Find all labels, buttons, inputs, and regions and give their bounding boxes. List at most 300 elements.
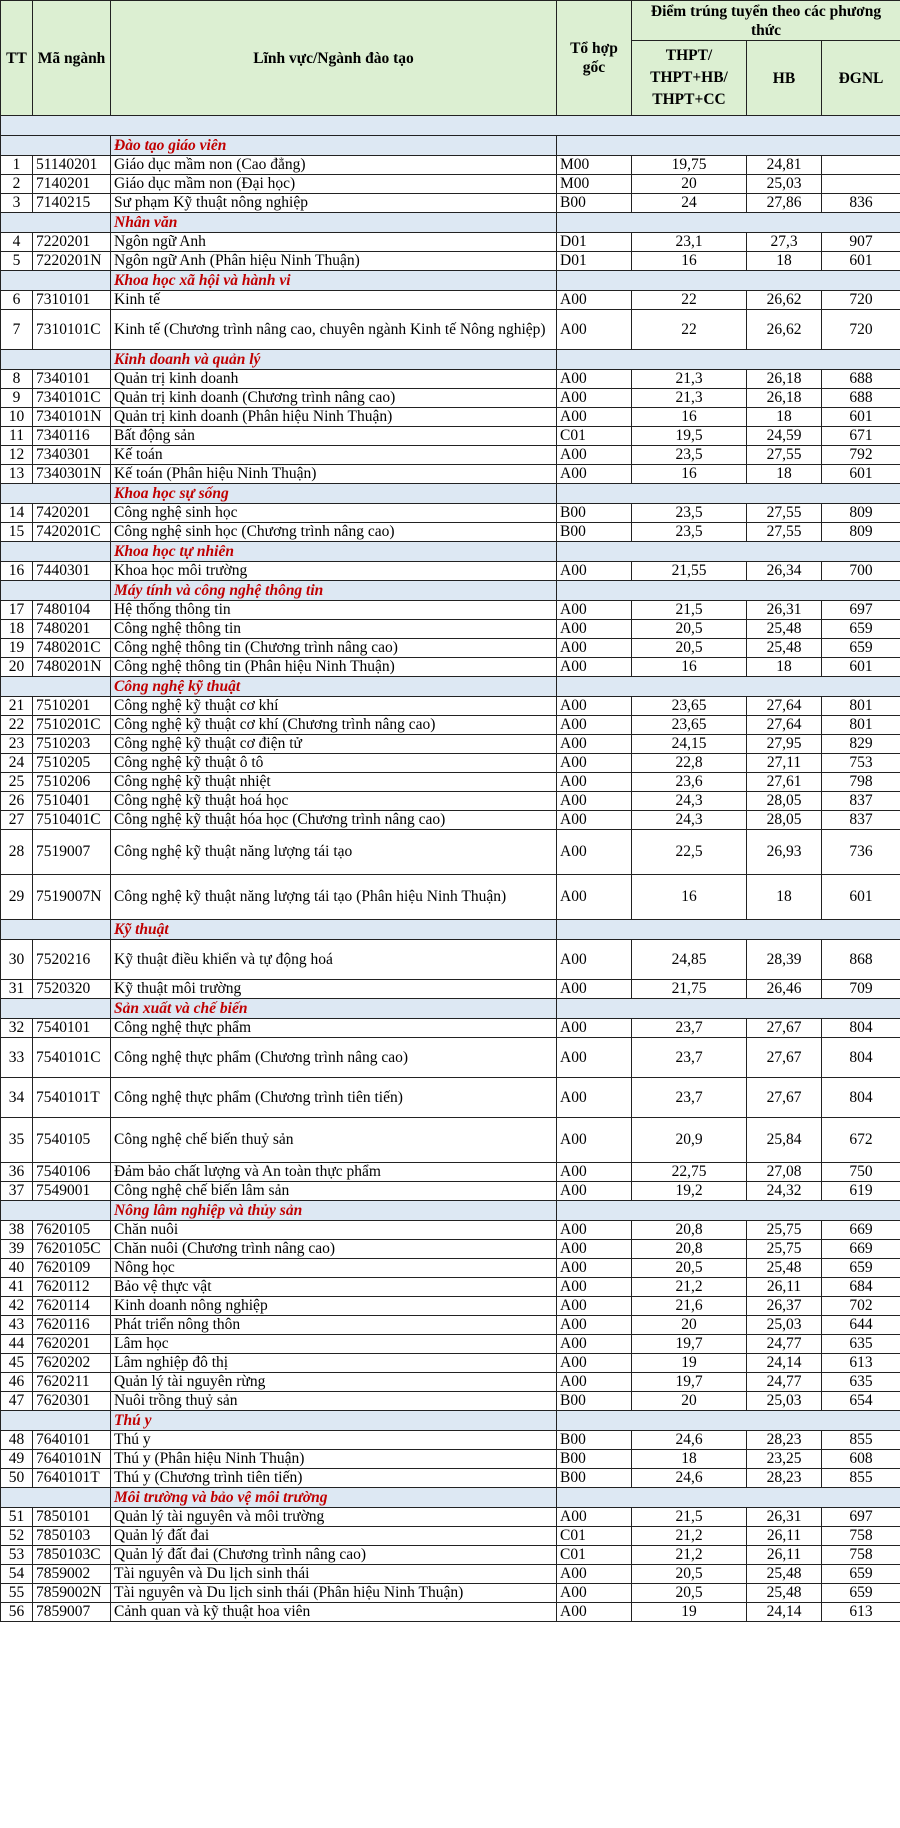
cell-thpt: 20,5 (632, 1259, 747, 1278)
cell-thpt: 24,6 (632, 1469, 747, 1488)
cell-hb: 28,05 (747, 792, 822, 811)
cell-dgnl: 855 (822, 1469, 900, 1488)
cell-name: Chăn nuôi (Chương trình nâng cao) (111, 1240, 557, 1259)
cell-combo: A00 (557, 830, 632, 875)
cell-hb: 27,67 (747, 1038, 822, 1078)
cell-name: Nông học (111, 1259, 557, 1278)
cell-code: 7620301 (33, 1392, 111, 1411)
table-row (1, 830, 900, 875)
table-row (1, 773, 900, 792)
cell-name: Giáo dục mầm non (Đại học) (111, 175, 557, 194)
table-row (1, 1584, 900, 1603)
cell-dgnl: 613 (822, 1354, 900, 1373)
cell-code: 7310101C (33, 310, 111, 350)
cell-tt: 19 (1, 639, 33, 658)
cell-combo: B00 (557, 504, 632, 523)
cell-dgnl: 601 (822, 252, 900, 271)
cell-code: 7510203 (33, 735, 111, 754)
cell-hb: 26,31 (747, 1508, 822, 1527)
cell-tt: 24 (1, 754, 33, 773)
cell-hb: 27,55 (747, 446, 822, 465)
category-title: Khoa học sự sống (111, 484, 557, 504)
category-row (1, 677, 900, 697)
cell-name: Công nghệ thực phẩm (Chương trình nâng cao) (111, 1038, 557, 1078)
cell-thpt: 23,5 (632, 523, 747, 542)
cell-thpt: 19,5 (632, 427, 747, 446)
cell-name: Công nghệ thông tin (111, 620, 557, 639)
cell-dgnl: 601 (822, 408, 900, 427)
cell-dgnl: 672 (822, 1118, 900, 1163)
cell-thpt: 20 (632, 1316, 747, 1335)
cell-name: Công nghệ kỹ thuật hóa học (Chương trình nâng cao) (111, 811, 557, 830)
category-title: Máy tính và công nghệ thông tin (111, 581, 557, 601)
table-row (1, 1163, 900, 1182)
cell-code: 7640101T (33, 1469, 111, 1488)
cell-tt: 8 (1, 370, 33, 389)
cell-dgnl: 635 (822, 1335, 900, 1354)
cell-code: 7310101 (33, 291, 111, 310)
cell-hb: 25,48 (747, 1584, 822, 1603)
cell-code: 7540101 (33, 1019, 111, 1038)
cell-hb: 26,62 (747, 291, 822, 310)
cell-tt: 36 (1, 1163, 33, 1182)
cell-dgnl: 601 (822, 875, 900, 920)
table-row (1, 1297, 900, 1316)
category-row (1, 213, 900, 233)
category-title: Khoa học xã hội và hành vi (111, 271, 557, 291)
cell-thpt: 23,7 (632, 1078, 747, 1118)
cell-combo: A00 (557, 658, 632, 677)
category-title: Khoa học tự nhiên (111, 542, 557, 562)
cell-tt: 3 (1, 194, 33, 213)
cell-thpt: 19,7 (632, 1373, 747, 1392)
cell-hb: 18 (747, 252, 822, 271)
cell-name: Giáo dục mầm non (Cao đẳng) (111, 156, 557, 175)
cell-dgnl: 720 (822, 291, 900, 310)
cell-code: 7540101T (33, 1078, 111, 1118)
cell-hb: 24,14 (747, 1354, 822, 1373)
cell-name: Lâm nghiệp đô thị (111, 1354, 557, 1373)
table-row (1, 1019, 900, 1038)
table-row (1, 1278, 900, 1297)
cell-dgnl: 801 (822, 697, 900, 716)
cell-thpt: 20 (632, 175, 747, 194)
cell-combo: A00 (557, 1297, 632, 1316)
cell-combo: B00 (557, 523, 632, 542)
header-ma-nganh: Mã ngành (33, 1, 111, 116)
cell-dgnl: 697 (822, 1508, 900, 1527)
cell-name: Kỹ thuật điều khiển và tự động hoá (111, 940, 557, 980)
category-row (1, 350, 900, 370)
cell-dgnl: 702 (822, 1297, 900, 1316)
cell-dgnl: 709 (822, 980, 900, 999)
cell-tt: 53 (1, 1546, 33, 1565)
cell-thpt: 20,8 (632, 1221, 747, 1240)
cell-thpt: 23,6 (632, 773, 747, 792)
cell-tt: 32 (1, 1019, 33, 1038)
cell-name: Công nghệ sinh học (111, 504, 557, 523)
cell-combo: B00 (557, 1450, 632, 1469)
cell-tt: 54 (1, 1565, 33, 1584)
cell-thpt: 20,5 (632, 1584, 747, 1603)
cell-dgnl: 750 (822, 1163, 900, 1182)
cell-name: Công nghệ thực phẩm (Chương trình tiên tiến) (111, 1078, 557, 1118)
cell-name: Kinh tế (111, 291, 557, 310)
cell-code: 7540101C (33, 1038, 111, 1078)
cell-hb: 18 (747, 465, 822, 484)
cell-hb: 27,67 (747, 1078, 822, 1118)
cell-code: 7640101 (33, 1431, 111, 1450)
cell-thpt: 23,7 (632, 1019, 747, 1038)
cell-name: Quản trị kinh doanh (Chương trình nâng cao) (111, 389, 557, 408)
cell-hb: 26,11 (747, 1278, 822, 1297)
cell-thpt: 16 (632, 252, 747, 271)
cell-code: 7340101 (33, 370, 111, 389)
table-row (1, 1431, 900, 1450)
cell-hb: 27,64 (747, 697, 822, 716)
table-row (1, 658, 900, 677)
cell-code: 7510401C (33, 811, 111, 830)
cell-tt: 22 (1, 716, 33, 735)
cell-thpt: 21,75 (632, 980, 747, 999)
cell-combo: A00 (557, 1019, 632, 1038)
table-row (1, 940, 900, 980)
table-row (1, 156, 900, 175)
table-row (1, 980, 900, 999)
cell-thpt: 22,75 (632, 1163, 747, 1182)
table-row (1, 523, 900, 542)
cell-dgnl: 619 (822, 1182, 900, 1201)
cell-code: 7540105 (33, 1118, 111, 1163)
cell-tt: 10 (1, 408, 33, 427)
cell-code: 7549001 (33, 1182, 111, 1201)
cell-tt: 21 (1, 697, 33, 716)
cell-code: 7340301 (33, 446, 111, 465)
cell-thpt: 20 (632, 1392, 747, 1411)
header-to-hop: Tổ hợp gốc (557, 1, 632, 116)
category-title: Môi trường và bảo vệ môi trường (111, 1488, 557, 1508)
cell-code: 7620201 (33, 1335, 111, 1354)
cell-thpt: 24,3 (632, 811, 747, 830)
table-row (1, 1565, 900, 1584)
cell-thpt: 20,8 (632, 1240, 747, 1259)
cell-tt: 12 (1, 446, 33, 465)
cell-tt: 46 (1, 1373, 33, 1392)
table-row (1, 1603, 900, 1622)
cell-combo: A00 (557, 980, 632, 999)
cell-thpt: 24,6 (632, 1431, 747, 1450)
cell-combo: D01 (557, 233, 632, 252)
cell-combo: A00 (557, 465, 632, 484)
cell-tt: 47 (1, 1392, 33, 1411)
cell-hb: 18 (747, 658, 822, 677)
cell-thpt: 19 (632, 1603, 747, 1622)
cell-combo: A00 (557, 1182, 632, 1201)
cell-thpt: 16 (632, 408, 747, 427)
cell-hb: 25,48 (747, 1259, 822, 1278)
cell-code: 7620202 (33, 1354, 111, 1373)
cell-dgnl: 659 (822, 1565, 900, 1584)
cell-dgnl: 804 (822, 1019, 900, 1038)
cell-tt: 29 (1, 875, 33, 920)
cell-name: Công nghệ thực phẩm (111, 1019, 557, 1038)
cell-tt: 11 (1, 427, 33, 446)
cell-tt: 25 (1, 773, 33, 792)
cell-tt: 2 (1, 175, 33, 194)
table-row (1, 252, 900, 271)
category-row (1, 484, 900, 504)
cell-thpt: 18 (632, 1450, 747, 1469)
cell-tt: 49 (1, 1450, 33, 1469)
cell-name: Công nghệ thông tin (Phân hiệu Ninh Thuận) (111, 658, 557, 677)
cell-name: Hệ thống thông tin (111, 601, 557, 620)
cell-tt: 7 (1, 310, 33, 350)
cell-code: 7620211 (33, 1373, 111, 1392)
cell-tt: 18 (1, 620, 33, 639)
cell-code: 7140215 (33, 194, 111, 213)
cell-code: 7440301 (33, 562, 111, 581)
cell-combo: A00 (557, 716, 632, 735)
table-row (1, 175, 900, 194)
cell-code: 7640101N (33, 1450, 111, 1469)
cell-name: Công nghệ kỹ thuật nhiệt (111, 773, 557, 792)
cell-tt: 51 (1, 1508, 33, 1527)
cell-combo: A00 (557, 1163, 632, 1182)
cell-combo: M00 (557, 156, 632, 175)
cell-thpt: 21,55 (632, 562, 747, 581)
cell-combo: A00 (557, 940, 632, 980)
cell-name: Kinh doanh nông nghiệp (111, 1297, 557, 1316)
category-row (1, 542, 900, 562)
cell-thpt: 20,5 (632, 639, 747, 658)
cell-dgnl: 836 (822, 194, 900, 213)
spacer-row (1, 116, 900, 136)
cell-thpt: 19,2 (632, 1182, 747, 1201)
cell-tt: 35 (1, 1118, 33, 1163)
table-row (1, 1118, 900, 1163)
cell-tt: 44 (1, 1335, 33, 1354)
cell-name: Công nghệ kỹ thuật hoá học (111, 792, 557, 811)
cell-tt: 13 (1, 465, 33, 484)
cell-combo: A00 (557, 408, 632, 427)
cell-name: Khoa học môi trường (111, 562, 557, 581)
cell-name: Kế toán (Phân hiệu Ninh Thuận) (111, 465, 557, 484)
cell-code: 7620105 (33, 1221, 111, 1240)
cell-name: Cảnh quan và kỹ thuật hoa viên (111, 1603, 557, 1622)
cell-hb: 28,05 (747, 811, 822, 830)
cell-tt: 56 (1, 1603, 33, 1622)
cell-tt: 45 (1, 1354, 33, 1373)
cell-thpt: 24,15 (632, 735, 747, 754)
cell-dgnl (822, 175, 900, 194)
cell-tt: 17 (1, 601, 33, 620)
cell-dgnl: 635 (822, 1373, 900, 1392)
cell-combo: A00 (557, 291, 632, 310)
category-title: Kỹ thuật (111, 920, 557, 940)
table-row (1, 875, 900, 920)
cell-hb: 27,08 (747, 1163, 822, 1182)
cell-code: 7540106 (33, 1163, 111, 1182)
cell-tt: 9 (1, 389, 33, 408)
table-row (1, 735, 900, 754)
cell-combo: A00 (557, 1240, 632, 1259)
cell-hb: 27,95 (747, 735, 822, 754)
cell-name: Công nghệ thông tin (Chương trình nâng cao) (111, 639, 557, 658)
cell-hb: 24,81 (747, 156, 822, 175)
cell-tt: 50 (1, 1469, 33, 1488)
category-title: Nhân văn (111, 213, 557, 233)
cell-hb: 24,77 (747, 1335, 822, 1354)
table-row (1, 754, 900, 773)
cell-name: Quản lý đất đai (111, 1527, 557, 1546)
cell-name: Ngôn ngữ Anh (Phân hiệu Ninh Thuận) (111, 252, 557, 271)
cell-combo: A00 (557, 1373, 632, 1392)
cell-dgnl: 684 (822, 1278, 900, 1297)
cell-dgnl: 608 (822, 1450, 900, 1469)
cell-code: 7510201C (33, 716, 111, 735)
cell-hb: 24,32 (747, 1182, 822, 1201)
cell-dgnl: 855 (822, 1431, 900, 1450)
cell-name: Công nghệ kỹ thuật cơ khí (Chương trình nâng cao) (111, 716, 557, 735)
cell-hb: 27,3 (747, 233, 822, 252)
cell-tt: 1 (1, 156, 33, 175)
cell-hb: 24,14 (747, 1603, 822, 1622)
cell-combo: B00 (557, 1431, 632, 1450)
cell-hb: 25,48 (747, 620, 822, 639)
cell-hb: 26,93 (747, 830, 822, 875)
header-hb: HB (747, 41, 822, 116)
category-title: Kinh doanh và quản lý (111, 350, 557, 370)
table-row (1, 446, 900, 465)
cell-hb: 28,39 (747, 940, 822, 980)
cell-dgnl: 671 (822, 427, 900, 446)
cell-dgnl: 654 (822, 1392, 900, 1411)
cell-thpt: 21,3 (632, 389, 747, 408)
cell-combo: A00 (557, 1584, 632, 1603)
header-tt: TT (1, 1, 33, 116)
cell-dgnl: 792 (822, 446, 900, 465)
cell-hb: 28,23 (747, 1469, 822, 1488)
cell-combo: A00 (557, 1335, 632, 1354)
category-row (1, 1201, 900, 1221)
cell-tt: 37 (1, 1182, 33, 1201)
cell-thpt: 24 (632, 194, 747, 213)
cell-combo: A00 (557, 1038, 632, 1078)
cell-dgnl: 688 (822, 389, 900, 408)
cell-dgnl: 659 (822, 639, 900, 658)
cell-name: Phát triển nông thôn (111, 1316, 557, 1335)
cell-tt: 16 (1, 562, 33, 581)
cell-hb: 27,61 (747, 773, 822, 792)
cell-hb: 25,03 (747, 1316, 822, 1335)
cell-tt: 42 (1, 1297, 33, 1316)
cell-hb: 18 (747, 875, 822, 920)
cell-name: Công nghệ chế biến thuỷ sản (111, 1118, 557, 1163)
cell-dgnl: 659 (822, 620, 900, 639)
cell-dgnl: 837 (822, 811, 900, 830)
cell-combo: A00 (557, 639, 632, 658)
cell-name: Nuôi trồng thuỷ sản (111, 1392, 557, 1411)
table-row (1, 697, 900, 716)
cell-name: Thú y (Phân hiệu Ninh Thuận) (111, 1450, 557, 1469)
header-dgnl: ĐGNL (822, 41, 900, 116)
cell-thpt: 21,5 (632, 601, 747, 620)
category-title: Sản xuất và chế biến (111, 999, 557, 1019)
cell-dgnl: 801 (822, 716, 900, 735)
cell-hb: 26,34 (747, 562, 822, 581)
category-row (1, 581, 900, 601)
table-row (1, 1373, 900, 1392)
table-row (1, 1469, 900, 1488)
cell-hb: 24,59 (747, 427, 822, 446)
cell-code: 7510401 (33, 792, 111, 811)
cell-thpt: 22 (632, 310, 747, 350)
cell-thpt: 19,7 (632, 1335, 747, 1354)
table-row (1, 291, 900, 310)
cell-combo: A00 (557, 446, 632, 465)
category-title: Đào tạo giáo viên (111, 136, 557, 156)
cell-tt: 43 (1, 1316, 33, 1335)
cell-dgnl: 736 (822, 830, 900, 875)
cell-thpt: 20,5 (632, 620, 747, 639)
cell-name: Quản trị kinh doanh (Phân hiệu Ninh Thuận) (111, 408, 557, 427)
cell-tt: 31 (1, 980, 33, 999)
cell-name: Thú y (111, 1431, 557, 1450)
cell-name: Bảo vệ thực vật (111, 1278, 557, 1297)
cell-name: Kỹ thuật môi trường (111, 980, 557, 999)
table-row (1, 792, 900, 811)
cell-dgnl: 659 (822, 1584, 900, 1603)
cell-combo: A00 (557, 1565, 632, 1584)
cell-hb: 26,18 (747, 370, 822, 389)
cell-code: 7420201 (33, 504, 111, 523)
cell-thpt: 24,3 (632, 792, 747, 811)
cell-code: 7620112 (33, 1278, 111, 1297)
cell-tt: 23 (1, 735, 33, 754)
cell-dgnl: 798 (822, 773, 900, 792)
cell-code: 7519007 (33, 830, 111, 875)
cell-dgnl: 753 (822, 754, 900, 773)
cell-name: Bất động sản (111, 427, 557, 446)
cell-code: 7340301N (33, 465, 111, 484)
cell-code: 7480201C (33, 639, 111, 658)
cell-thpt: 16 (632, 658, 747, 677)
cell-tt: 5 (1, 252, 33, 271)
cell-hb: 26,37 (747, 1297, 822, 1316)
cell-dgnl: 688 (822, 370, 900, 389)
cell-code: 7859007 (33, 1603, 111, 1622)
table-row (1, 194, 900, 213)
cell-name: Kế toán (111, 446, 557, 465)
cell-code: 7620105C (33, 1240, 111, 1259)
table-row (1, 1078, 900, 1118)
header-linh-vuc: Lĩnh vực/Ngành đào tạo (111, 1, 557, 116)
cell-combo: A00 (557, 735, 632, 754)
cell-combo: A00 (557, 620, 632, 639)
cell-hb: 25,03 (747, 1392, 822, 1411)
cell-hb: 27,11 (747, 754, 822, 773)
cell-hb: 23,25 (747, 1450, 822, 1469)
cell-thpt: 22,5 (632, 830, 747, 875)
cell-dgnl: 613 (822, 1603, 900, 1622)
table-body (1, 116, 900, 1622)
cell-combo: B00 (557, 1392, 632, 1411)
cell-thpt: 21,5 (632, 1508, 747, 1527)
cell-combo: A00 (557, 1508, 632, 1527)
cell-combo: B00 (557, 194, 632, 213)
cell-tt: 28 (1, 830, 33, 875)
category-row (1, 1411, 900, 1431)
